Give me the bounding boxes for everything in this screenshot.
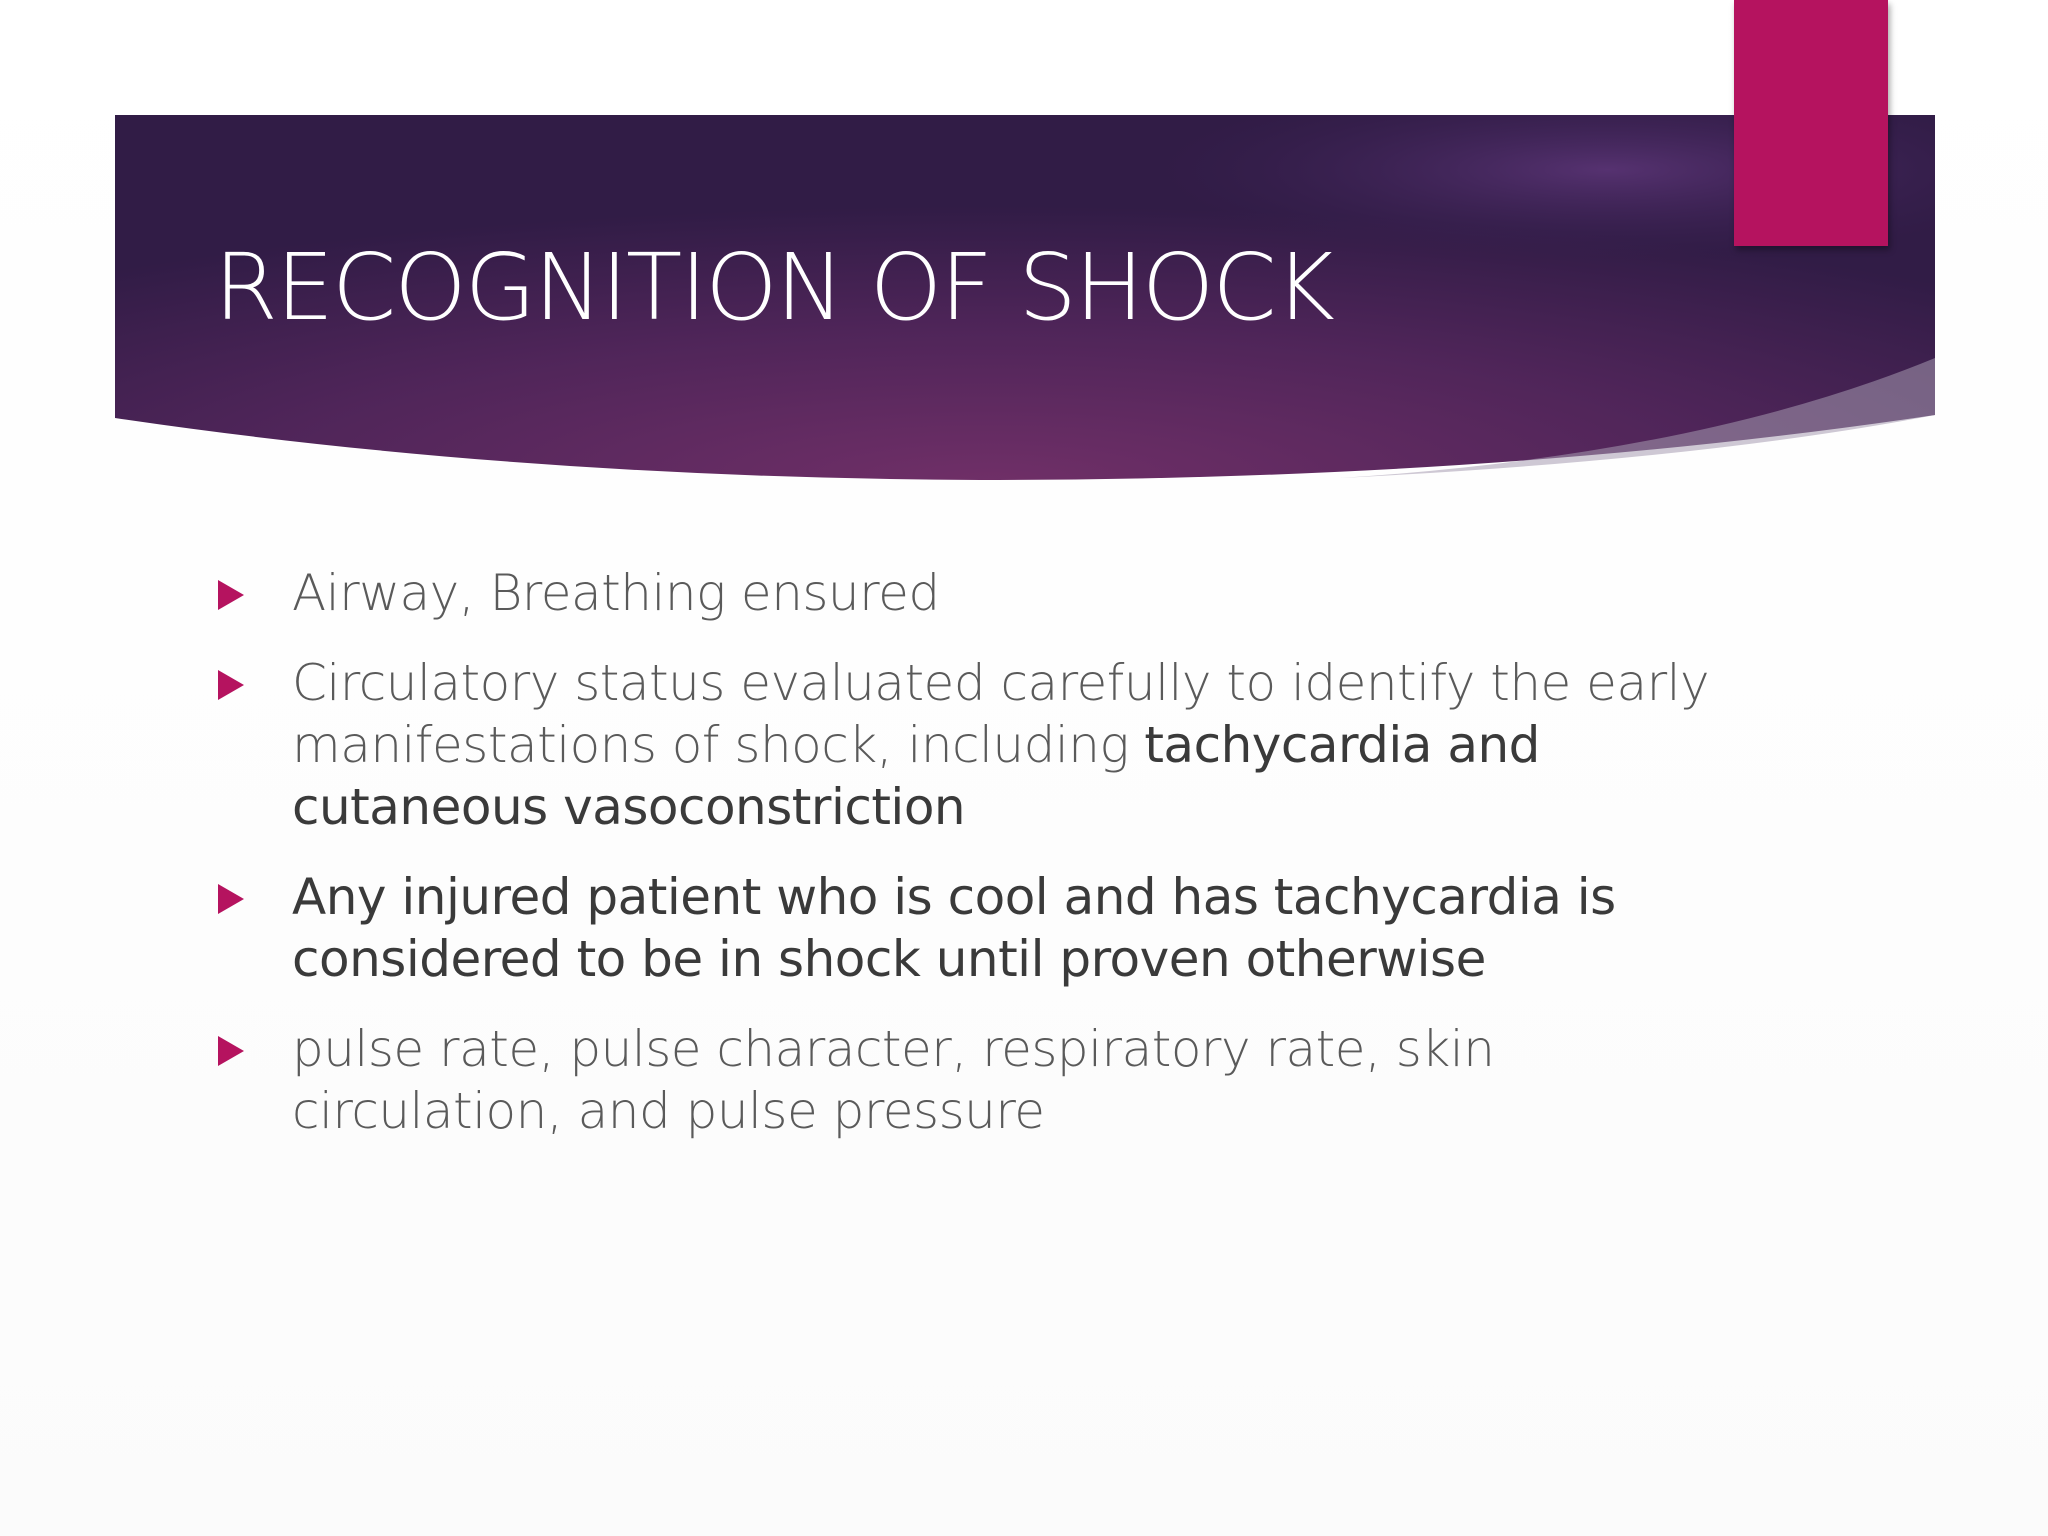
bullet-emphasis: Any injured patient who is cool and has tachycardia is considered to be in shock until proven otherwise	[292, 868, 1616, 988]
bullet-item	[212, 866, 1712, 990]
bullet-item	[212, 1018, 1712, 1142]
bullet-item	[212, 652, 1712, 838]
play-triangle-icon	[218, 884, 244, 914]
slide-title: RECOGNITION OF SHOCK	[214, 234, 1333, 341]
accent-tab	[1734, 0, 1888, 246]
play-triangle-icon	[218, 670, 244, 700]
bullet-text: Airway, Breathing ensured	[292, 564, 940, 622]
bullet-text: pulse rate, pulse character, respiratory rate, skin circulation, and pulse pressure	[292, 1020, 1495, 1140]
bullet-list	[212, 562, 1712, 1170]
play-triangle-icon	[218, 580, 244, 610]
bullet-emphasis: tachycardia and cutaneous vasoconstriction	[292, 716, 1540, 836]
bullet-item	[212, 562, 1712, 624]
bullet-text: Circulatory status evaluated carefully to identify the early manifestations of shock, including	[292, 654, 1710, 774]
play-triangle-icon	[218, 1036, 244, 1066]
